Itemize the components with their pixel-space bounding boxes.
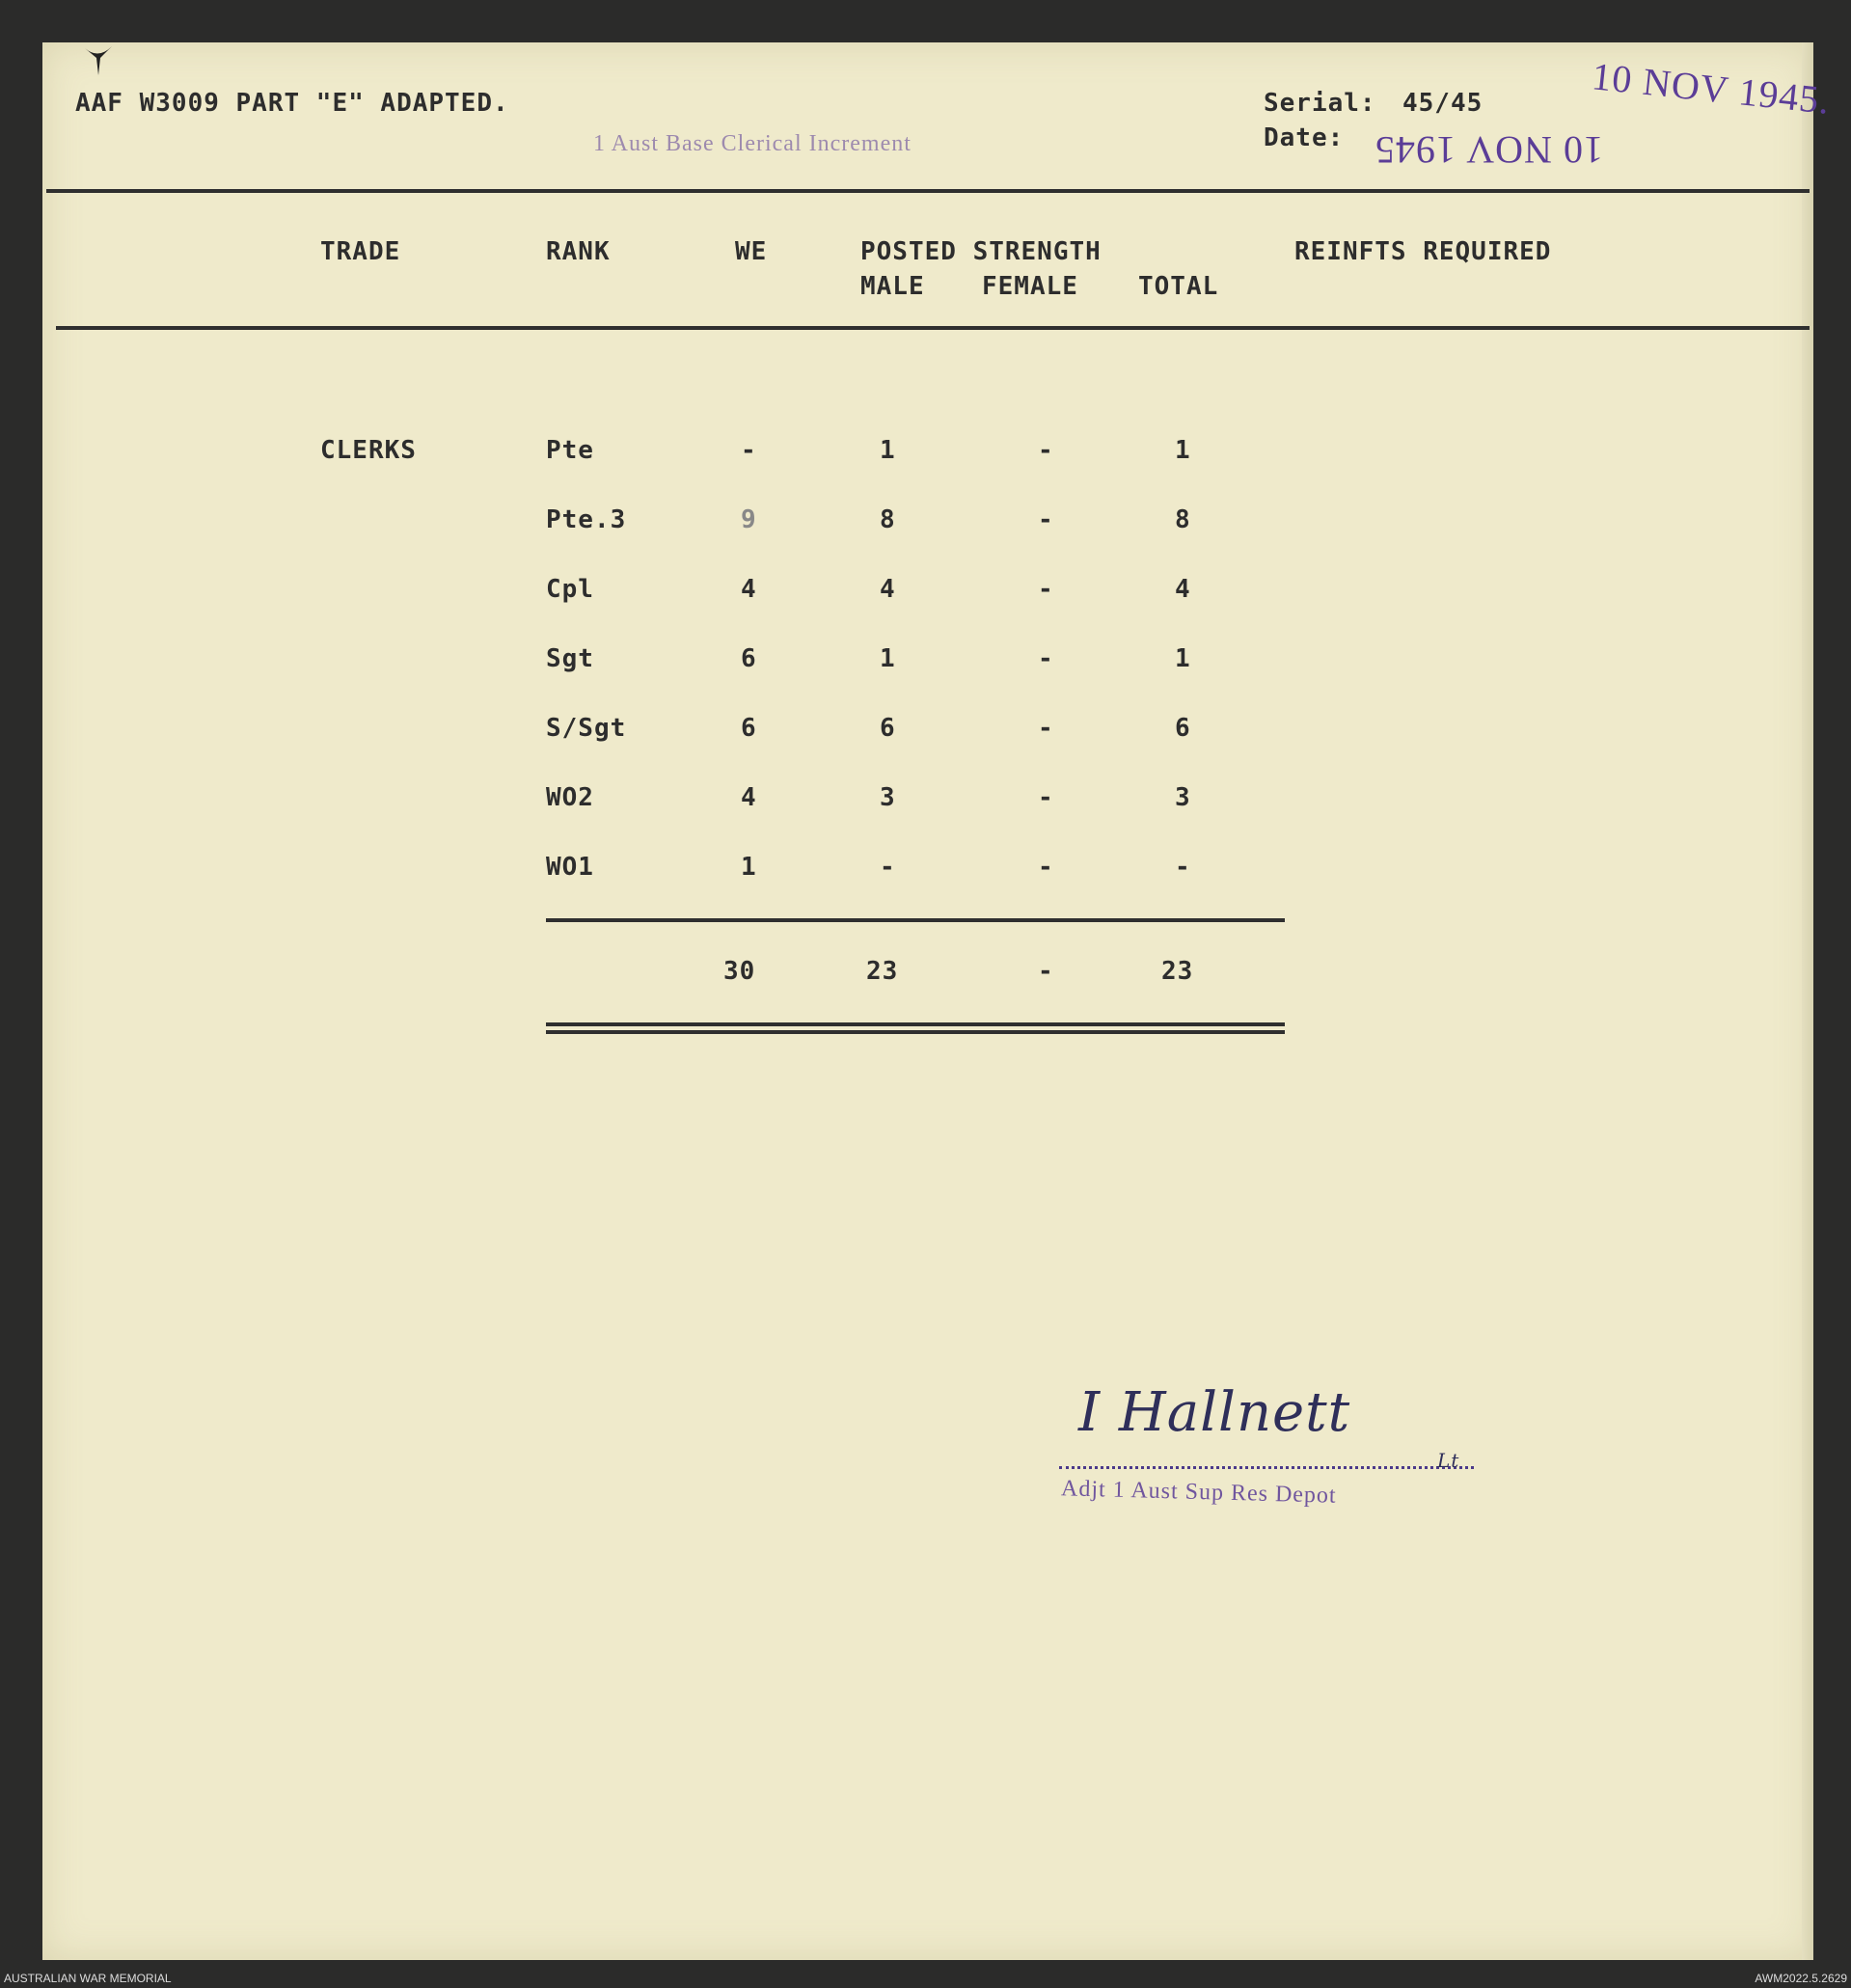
row-female: - xyxy=(1038,853,1054,882)
row-male: 1 xyxy=(880,436,896,465)
row-rank: Cpl xyxy=(546,575,594,604)
header-trade: TRADE xyxy=(320,237,401,266)
total-female: - xyxy=(1038,957,1054,986)
double-rule-top xyxy=(546,1022,1285,1026)
row-male: 3 xyxy=(880,783,896,812)
row-male: - xyxy=(880,853,896,882)
pin-icon xyxy=(79,42,118,81)
row-rank: S/Sgt xyxy=(546,714,627,743)
page-edge xyxy=(1802,42,1813,1960)
header-posted-strength: POSTED STRENGTH xyxy=(860,237,1102,266)
row-rank: WO1 xyxy=(546,853,594,882)
total-total: 23 xyxy=(1161,957,1194,986)
signature-stamp: Adjt 1 Aust Sup Res Depot xyxy=(1060,1476,1337,1509)
header-reinfts-required: REINFTS REQUIRED xyxy=(1294,237,1552,266)
row-we: 4 xyxy=(741,783,757,812)
row-female: - xyxy=(1038,505,1054,534)
serial-label: Serial: xyxy=(1264,89,1376,118)
row-we: 4 xyxy=(741,575,757,604)
subtotal-rule xyxy=(546,918,1285,922)
footer-archive: AUSTRALIAN WAR MEMORIAL xyxy=(4,1972,172,1985)
footer-reference: AWM2022.5.2629 xyxy=(1755,1972,1847,1985)
header-rule xyxy=(46,189,1810,193)
date-stamp: 10 NOV 1945 xyxy=(1375,128,1603,172)
row-female: - xyxy=(1038,436,1054,465)
row-we: 9 xyxy=(741,505,757,534)
row-total: 4 xyxy=(1175,575,1191,604)
row-rank: Sgt xyxy=(546,644,594,673)
row-rank: Pte xyxy=(546,436,594,465)
header-female: FEMALE xyxy=(982,272,1078,301)
trade-value: CLERKS xyxy=(320,436,417,465)
row-total: - xyxy=(1175,853,1191,882)
form-reference: AAF W3009 PART "E" ADAPTED. xyxy=(75,89,509,118)
signature-rank: Lt xyxy=(1437,1449,1460,1472)
row-male: 8 xyxy=(880,505,896,534)
header-rank: RANK xyxy=(546,237,611,266)
row-female: - xyxy=(1038,714,1054,743)
row-total: 8 xyxy=(1175,505,1191,534)
header-total: TOTAL xyxy=(1138,272,1219,301)
row-female: - xyxy=(1038,575,1054,604)
row-we: 6 xyxy=(741,714,757,743)
total-we: 30 xyxy=(723,957,756,986)
row-total: 1 xyxy=(1175,644,1191,673)
row-rank: WO2 xyxy=(546,783,594,812)
row-we: 6 xyxy=(741,644,757,673)
row-rank: Pte.3 xyxy=(546,505,627,534)
row-total: 3 xyxy=(1175,783,1191,812)
received-stamp: 10 NOV 1945. xyxy=(1590,54,1833,123)
document-page xyxy=(42,42,1813,1960)
signature: I Hallnett xyxy=(1078,1381,1351,1444)
faint-unit-name: 1 Aust Base Clerical Increment xyxy=(593,131,912,156)
row-male: 4 xyxy=(880,575,896,604)
row-female: - xyxy=(1038,644,1054,673)
total-male: 23 xyxy=(866,957,899,986)
table-header-rule xyxy=(56,326,1810,330)
row-female: - xyxy=(1038,783,1054,812)
row-male: 1 xyxy=(880,644,896,673)
row-total: 1 xyxy=(1175,436,1191,465)
double-rule-bottom xyxy=(546,1030,1285,1034)
date-label: Date: xyxy=(1264,123,1345,152)
header-male: MALE xyxy=(860,272,925,301)
header-we: WE xyxy=(735,237,768,266)
signature-line xyxy=(1059,1466,1474,1469)
row-we: - xyxy=(741,436,757,465)
row-we: 1 xyxy=(741,853,757,882)
row-total: 6 xyxy=(1175,714,1191,743)
serial-value: 45/45 xyxy=(1402,89,1484,118)
row-male: 6 xyxy=(880,714,896,743)
